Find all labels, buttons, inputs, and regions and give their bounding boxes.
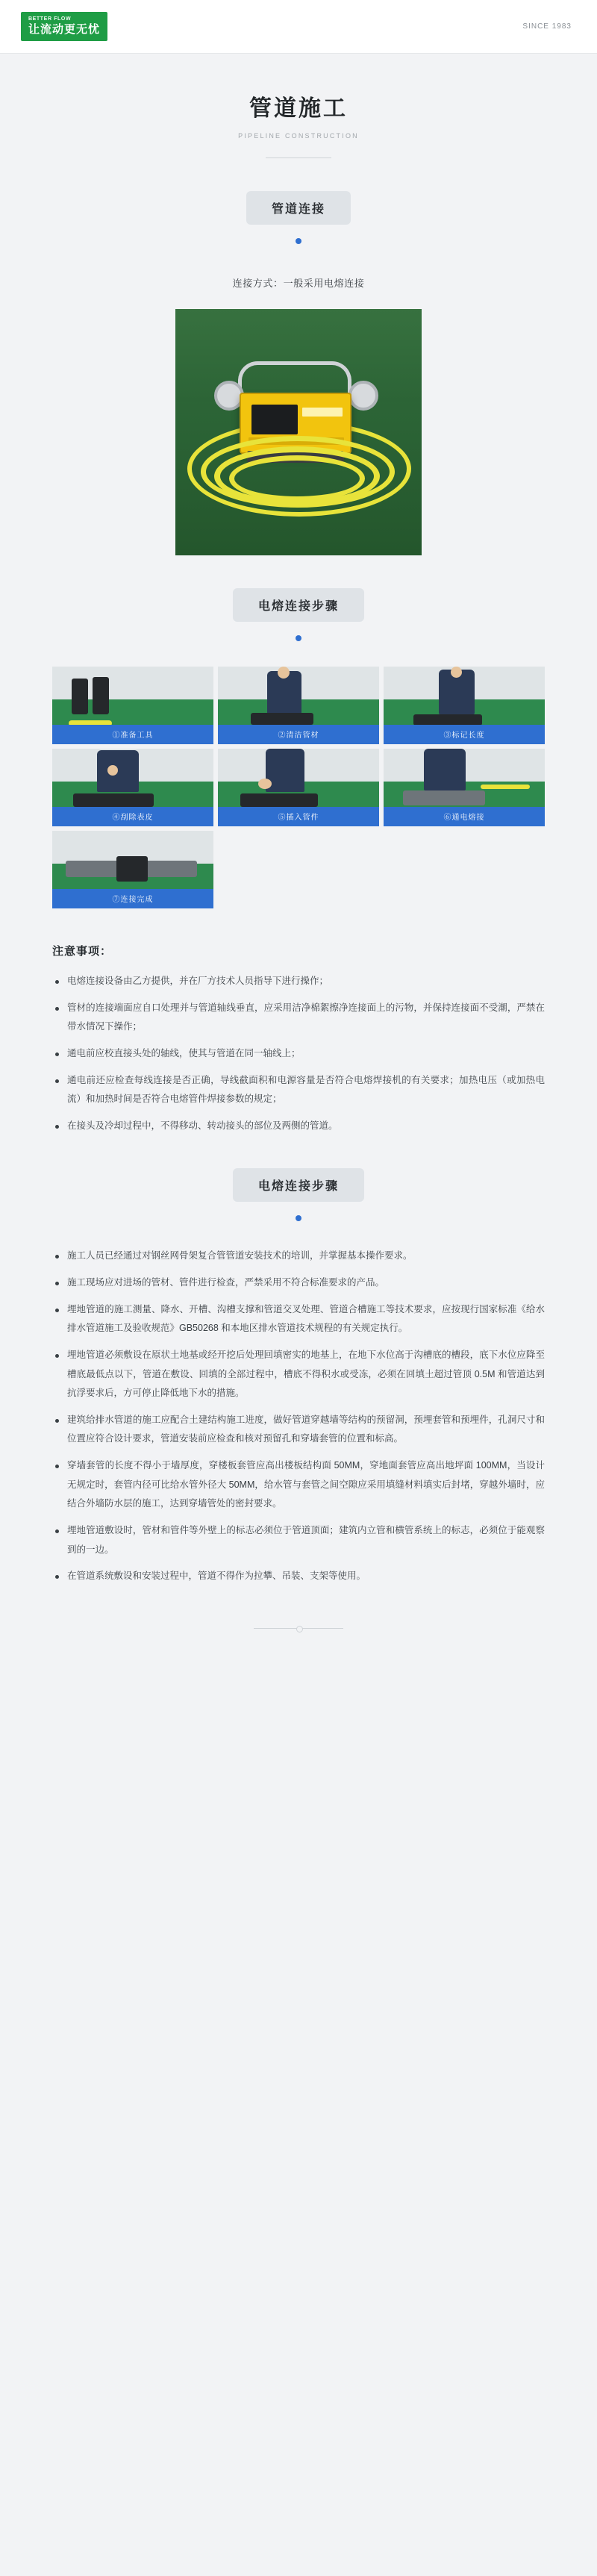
cable-reel-right-shape [348, 381, 378, 411]
worker-shape [266, 749, 304, 792]
list-item: 施工人员已经通过对钢丝网骨架复合管管道安装技术的培训，并掌握基本操作要求。 [52, 1247, 545, 1266]
pipe-shape [72, 679, 88, 714]
procedure-list [52, 1247, 545, 1585]
notes-list [52, 972, 545, 1135]
pipe-shape [240, 793, 318, 807]
section-title-1: 管道连接 [246, 191, 351, 225]
section-dot-icon-2 [296, 635, 301, 641]
section-dot-icon [296, 238, 301, 244]
worker-head-shape [451, 667, 462, 678]
step-photo-4 [52, 749, 213, 826]
fitting-shape [116, 856, 148, 882]
section-title-2: 电熔连接步骤 [233, 588, 364, 622]
list-item: 穿墙套管的长度不得小于墙厚度，穿楼板套管应高出楼板结构面 50MM，穿地面套管应高出地坪面 100MM，当设计无规定时，套管内径可比给水管外径大 50MM，给水管与套管之间空隙应采用填缝材料填实后封堵，穿越外墙时，应结合外墙防水层的施工，达到穿墙管处的密封要求。 [52, 1456, 545, 1514]
electrofusion-welder-photo [175, 309, 422, 555]
step-caption-1: ①准备工具 [52, 725, 213, 744]
logo-chinese-text: 让流动更无忧 [28, 22, 101, 36]
welder-control-panel-shape [251, 405, 298, 434]
logo-mark [21, 12, 107, 40]
list-item: 在接头及冷却过程中，不得移动、转动接头的部位及两侧的管道。 [52, 1117, 545, 1136]
section-dot-icon-3 [296, 1215, 301, 1221]
brand-logo [21, 12, 107, 40]
list-item: 电熔连接设备由乙方提供，并在厂方技术人员指导下进行操作； [52, 972, 545, 991]
list-item: 在管道系统敷设和安装过程中，管道不得作为拉攀、吊装、支架等使用。 [52, 1567, 545, 1586]
pipe-shape [251, 713, 313, 725]
step-photo-2 [218, 667, 379, 744]
list-item: 埋地管道必须敷设在原状土地基或经开挖后处理回填密实的地基上，在地下水位高于沟槽底的槽段，底下水位应降至槽底最低点以下，管道在敷设、回填的全部过程中，槽底不得积水或受冻，必须在回填土超过管顶 0.5M 和管道达到抗浮要求后，方可停止降低地下水的措施。 [52, 1346, 545, 1403]
step-photo-3 [384, 667, 545, 744]
step-caption-6: ⑥通电熔接 [384, 807, 545, 826]
step-photo-1 [52, 667, 213, 744]
steps-photo-grid [52, 667, 545, 908]
yellow-cable-coil-3 [229, 455, 365, 502]
list-item: 通电前应校直接头处的轴线，使其与管道在同一轴线上； [52, 1044, 545, 1064]
pipe-shape [93, 677, 109, 714]
connection-method-text: 连接方式：一般采用电熔连接 [232, 278, 365, 289]
worker-head-shape [278, 667, 290, 679]
worker-shape [97, 750, 139, 792]
page-header [0, 0, 597, 54]
list-item: 施工现场应对进场的管材、管件进行检查，严禁采用不符合标准要求的产品。 [52, 1273, 545, 1293]
section-heading-fusion-steps-2 [0, 1168, 597, 1221]
pipe-shape [403, 790, 485, 805]
pipe-shape [413, 714, 482, 726]
step-caption-7: ⑦连接完成 [52, 889, 213, 908]
procedure-block [52, 1247, 545, 1585]
logo-english-text: BETTER FLOW [28, 16, 72, 22]
notes-title: 注意事项： [52, 945, 113, 958]
list-item: 通电前还应检查每线连接是否正确，导线截面积和电源容量是否符合电熔焊接机的有关要求；加热电压（或加热电流）和加热时间是否符合电熔管件焊接参数的规定； [52, 1071, 545, 1109]
page-subtitle: PIPELINE CONSTRUCTION [238, 132, 359, 140]
list-item: 建筑给排水管道的施工应配合土建结构施工进度，做好管道穿越墙等结构的预留洞，预埋套管和预埋件，孔洞尺寸和位置应符合设计要求，管道安装前应检查和核对预留孔和穿墙套管的位置和标高。 [52, 1411, 545, 1449]
pipe-shape [73, 793, 154, 807]
notes-block [52, 943, 545, 1135]
page-title: 管道施工 [249, 96, 348, 121]
list-item: 管材的连接端面应自口处理并与管道轴线垂直，应采用洁净棉絮擦净连接面上的污物，并保持连接面不受潮，严禁在带水情况下操作； [52, 999, 545, 1037]
machine-handle-shape [238, 361, 351, 396]
step-photo-6 [384, 749, 545, 826]
footer-divider [254, 1628, 343, 1629]
worker-hand-shape [258, 779, 272, 789]
step-caption-3: ③标记长度 [384, 725, 545, 744]
title-section [0, 54, 597, 158]
worker-shape [424, 749, 466, 790]
step-caption-5: ⑤插入管件 [218, 807, 379, 826]
step-caption-2: ②清洁管材 [218, 725, 379, 744]
cable-shape [481, 785, 530, 789]
section-heading-pipe-connection [0, 191, 597, 244]
welder-label-shape [302, 408, 343, 417]
list-item: 埋地管道的施工测量、降水、开槽、沟槽支撑和管道交叉处理、管道合槽施工等技术要求，应按现行国家标准《给水排水管道施工及验收规范》GB50268 和本地区排水管道技术规程的有关规定执行。 [52, 1300, 545, 1338]
since-label: SINCE 1983 [522, 22, 572, 31]
worker-hand-shape [107, 765, 118, 776]
step-photo-5 [218, 749, 379, 826]
section-heading-fusion-steps [0, 588, 597, 641]
list-item: 埋地管道敷设时，管材和管件等外壁上的标志必须位于管道顶面；建筑内立管和横管系统上的标志，必须位于能观察到的一边。 [52, 1521, 545, 1559]
step-photo-7 [52, 831, 213, 908]
step-caption-4: ④刮除表皮 [52, 807, 213, 826]
section-title-3: 电熔连接步骤 [233, 1168, 364, 1202]
